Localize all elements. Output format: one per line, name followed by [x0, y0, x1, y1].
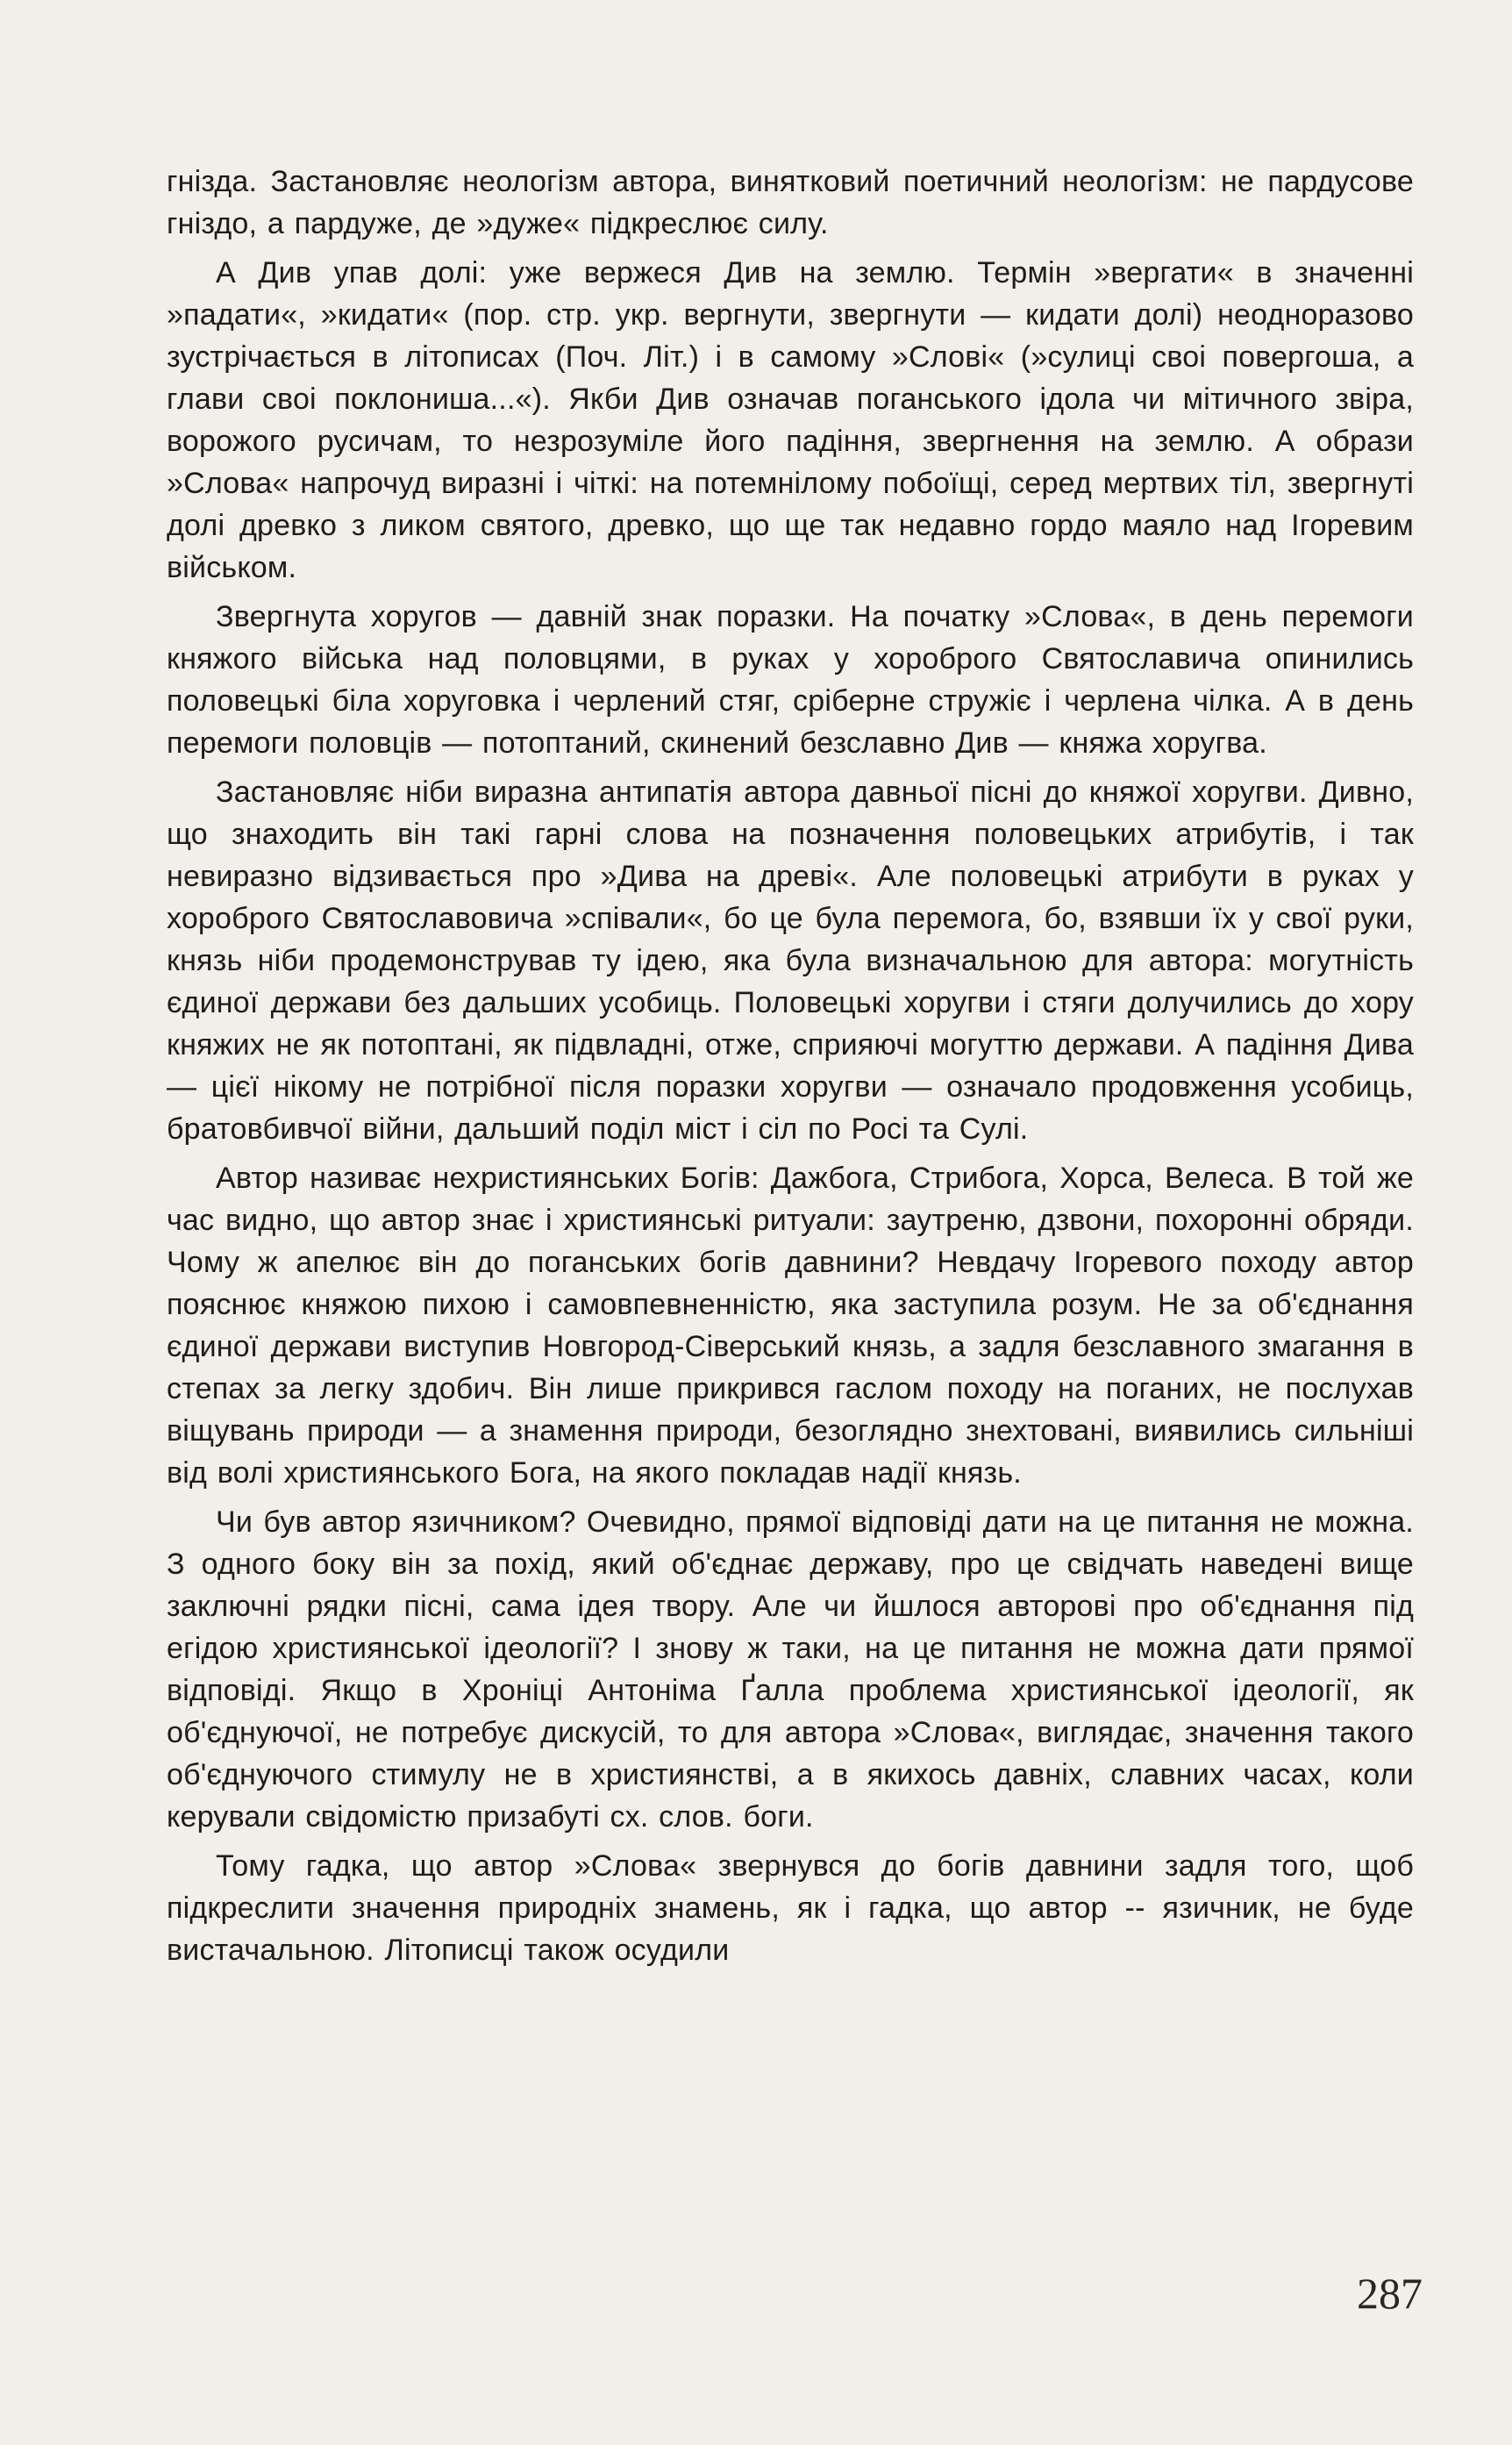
- paragraph: Тому гадка, що автор »Слова« звернувся до богів давнини задля того, щоб підкреслити значення природніх знамень, як і гадка, що автор -- язичник, не буде вистачальною. Літописці також осудили: [167, 1849, 1414, 1967]
- paragraph: Звергнута хоругов — давній знак поразки. На початку »Слова«, в день перемоги княжого війська над половцями, в руках у хороброго Святославича опинились половецькі біла хоруговка і черлений стяг, сріберне стружіє і черлена чілка. А в день перемоги половців — потоптаний, скинений безславно Див — княжа хоругва.: [167, 600, 1414, 760]
- paragraph: Застановляє ніби виразна антипатія автора давньої пісні до княжої хоругви. Дивно, що знаходить він такі гарні слова на позначення половецьких атрибутів, і так невиразно відзивається про »Дива на древі«. Але половецькі атрибути в руках у хороброго Святославовича »співали«, бо це була перемога, бо, взявши їх у свої руки, князь ніби продемонстрував ту ідею, яка була визначальною для автора: могутність єдиної держави без дальших усобиць. Половецькі хоругви і стяги долучились до хору княжих не як потоптані, як підвладні, отже, сприяючі могуттю держави. А падіння Дива — цієї нікому не потрібної після поразки хоругви — означало продовження усобиць, братовбивчої війни, дальший поділ міст і сіл по Росі та Сулі.: [167, 776, 1414, 1146]
- paragraph: А Див упав долі: уже вержеся Див на землю. Термін »вергати« в значенні »падати«, »кидати« (пор. стр. укр. вергнути, звергнути — кидати долі) неодноразово зустрічається в літописах (Поч. Літ.) і в самому »Слові« (»сулиці своі повергоша, а глави своі поклониша...«). Якби Див означав поганського ідола чи мітичного звіра, ворожого русичам, то незрозуміле його падіння, звергнення на землю. А образи »Слова« напрочуд виразні і чіткі: на потемнілому побоїщі, серед мертвих тіл, звергнуті долі древко з ликом святого, древко, що ще так недавно гордо маяло над Ігоревим військом.: [167, 256, 1414, 584]
- paragraph: Чи був автор язичником? Очевидно, прямої відповіді дати на це питання не можна. З одного боку він за похід, який об'єднає державу, про це свідчать наведені вище заключні рядки пісні, сама ідея твору. Але чи йшлося авторові про об'єднання під егідою християнської ідеології? І знову ж таки, на це питання не можна дати прямої відповіді. Якщо в Хроніці Антоніма Ґалла проблема християнської ідеології, як об'єднуючої, не потребує дискусій, то для автора »Слова«, виглядає, значення такого об'єднуючого стимулу не в християнстві, а в якихось давніх, славних часах, коли керували свідомістю призабуті сх. слов. боги.: [167, 1505, 1414, 1834]
- paragraph: Автор називає нехристиянських Богів: Дажбога, Стрибога, Хорса, Велеса. В той же час видно, що автор знає і християнські ритуали: заутреню, дзвони, похоронні обряди. Чому ж апелює він до поганських богів давнини? Невдачу Ігоревого походу автор пояснює княжою пихою і самовпевненністю, яка заступила розум. Не за об'єднання єдиної держави виступив Новгород-Сіверський князь, а задля безславного змагання в степах за легку здобич. Він лише прикрився гаслом походу на поганих, не послухав віщувань природи — а знамення природи, безоглядно знехтовані, виявились сильніші від волі християнського Бога, на якого покладав надії князь.: [167, 1162, 1414, 1490]
- page-number: 287: [1357, 2269, 1423, 2318]
- body-text: [167, 161, 1414, 1978]
- paragraph: гнізда. Застановляє неологізм автора, винятковий поетичний неологізм: не пардусове гніздо, а пардуже, де »дуже« підкреслює силу.: [167, 165, 1414, 240]
